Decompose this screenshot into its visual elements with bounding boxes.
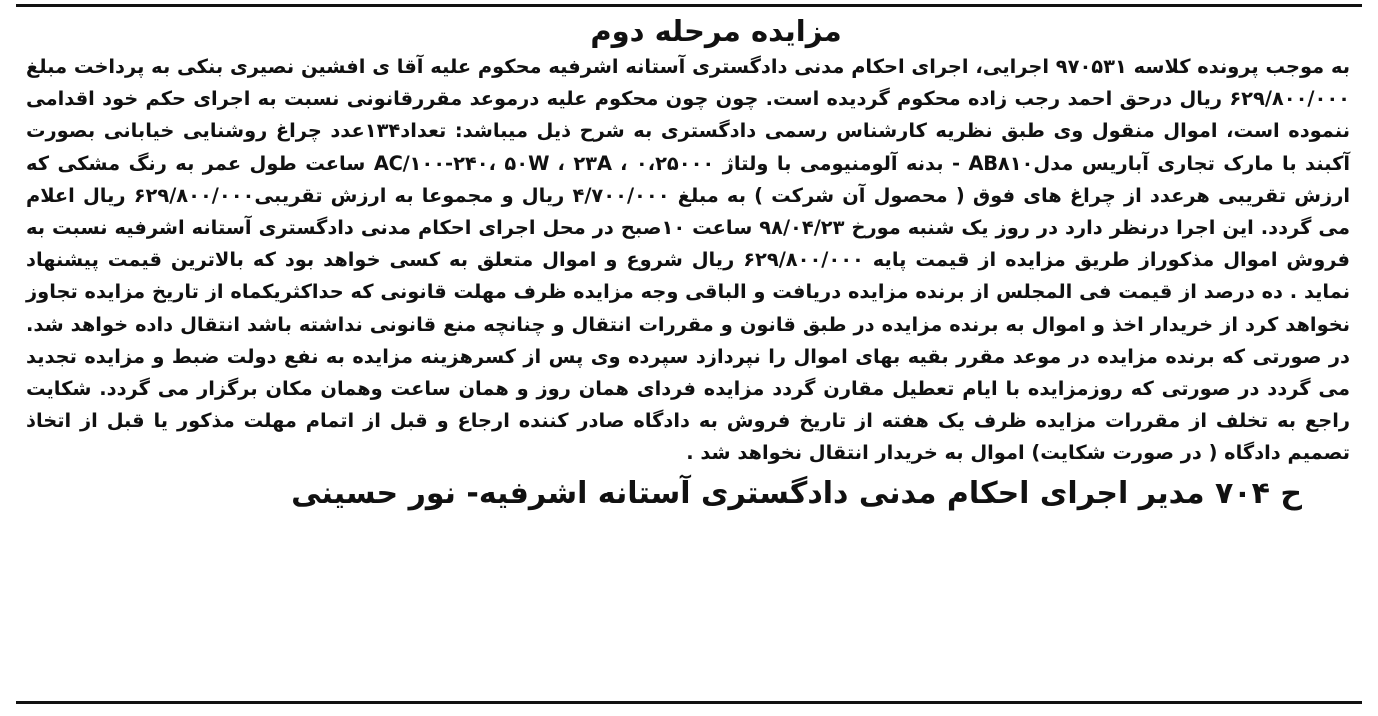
notice-signature: ح ۷۰۴ مدیر اجرای احکام مدنی دادگستری آستانه اشرفیه- نور حسینی (291, 475, 1302, 511)
notice-body: به موجب پرونده کلاسه ۹۷۰۵۳۱ اجرایی، اجرای احکام مدنی دادگستری آستانه اشرفیه محکوم علیه آقا ی افشین نصیری بنکی به پرداخت مبلغ ۶۲۹/۸۰۰/۰۰۰ ریال درحق احمد رجب زاده محکوم گردیده است. چون چون محکوم علیه درموعد مقررقانونی نسبت به اجرای حکم خود اقدامی ننموده است، اموال منقول وی طبق نظریه کارشناس رسمی دادگستری به شرح ذیل میباشد: تعداد۱۳۴عدد چراغ روشنایی خیابانی بصورت آکبند با مارک تجاری آباریس مدلAB۸۱۰ - بدنه آلومنیومی با ولتاژ AC/۱۰۰-۲۴۰، ۵۰W ، ۲۳A ، ۰،۲۵۰۰۰ ساعت طول عمر به رنگ مشکی که ارزش تقریبی هرعدد از چراغ های فوق ( محصول آن شرکت ) به مبلغ ۴/۷۰۰/۰۰۰ ریال و مجموعا به ارزش تقریبی۶۲۹/۸۰۰/۰۰۰ ریال اعلام می گردد. این اجرا درنظر دارد در روز یک شنبه مورخ ۹۸/۰۴/۲۳ ساعت ۱۰صبح در محل اجرای احکام مدنی دادگستری آستانه اشرفیه نسبت به فروش اموال مذکوراز طریق مزایده از قیمت پایه ۶۲۹/۸۰۰/۰۰۰ ریال شروع و اموال متعلق به کسی خواهد بود که بالاترین قیمت پیشنهاد نماید . ده درصد از قیمت فی المجلس از برنده مزایده دریافت و الباقی وجه مزایده ظرف مهلت قانونی که حداکثریکماه از تاریخ مزایده تجاوز نخواهد کرد از خریدار اخذ و اموال به برنده مزایده در طبق قانون و مقررات انتقال و چنانچه منع قانونی نداشته باشد انتقال داده خواهد شد. در صورتی که برنده مزایده در موعد مقرر بقیه بهای اموال را نپردازد سپرده وی پس از کسرهزینه مزایده به نفع دولت ضبط و مزایده تجدید می گردد در صورتی که روزمزایده با ایام تعطیل مقارن گردد مزایده فردای همان روز و همان ساعت وهمان مکان برگزار می گردد. شکایت راجع به تخلف از مقررات مزایده ظرف یک هفته از تاریخ فروش به دادگاه صادر کننده ارجاع و قبل از اتمام مهلت مذکور یا قبل از اتخاذ تصمیم دادگاه ( در صورت شکایت) اموال به خریدار انتقال نخواهد شد . (26, 55, 1351, 465)
auction-notice (16, 4, 1362, 704)
notice-title: مزایده مرحله دوم (590, 14, 842, 48)
